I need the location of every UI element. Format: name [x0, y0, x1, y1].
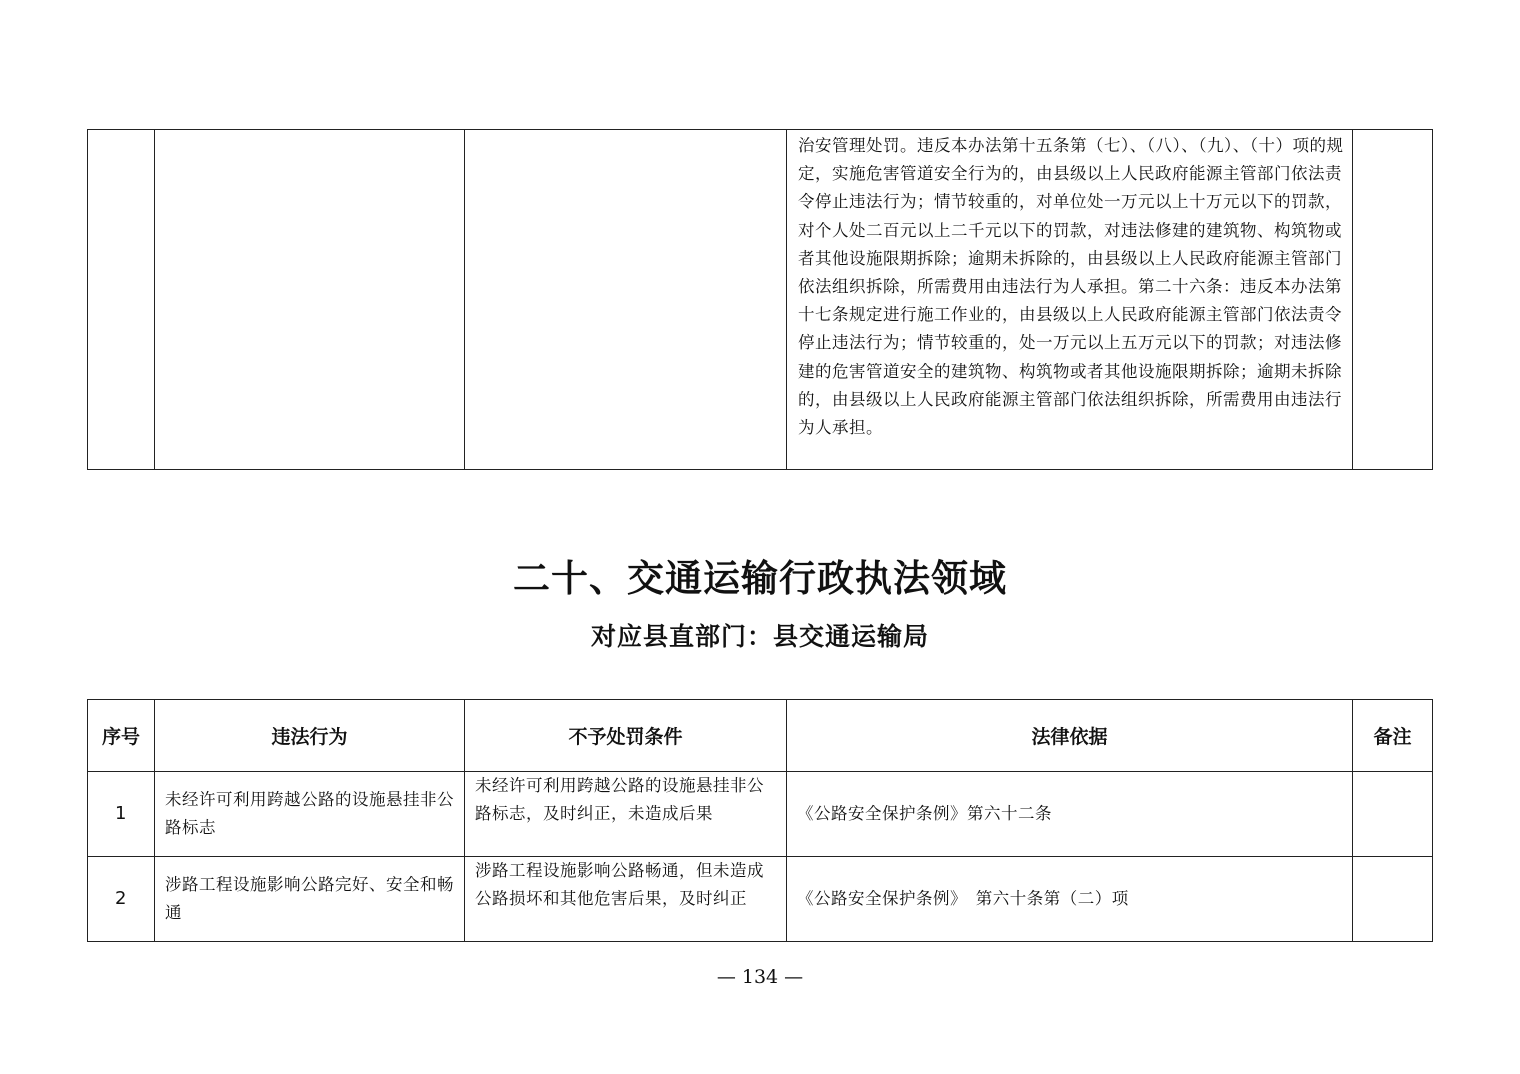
row-remark	[1353, 857, 1433, 942]
row-violation: 未经许可利用跨越公路的设施悬挂非公路标志	[155, 772, 465, 857]
row-basis: 《公路安全保护条例》 第六十条第（二）项	[787, 857, 1353, 942]
header-num: 序号	[88, 700, 155, 772]
row-condition: 涉路工程设施影响公路畅通，但未造成公路损坏和其他危害后果，及时纠正	[465, 857, 787, 942]
legal-basis-text: 治安管理处罚。违反本办法第十五条第（七）、（八）、（九）、（十）项的规定，实施危害管道安全行为的，由县级以上人民政府能源主管部门依法责令停止违法行为；情节较重的，对单位处一万元以上十万元以下的罚款，对个人处二百元以上二千元以下的罚款，对违法修建的建筑物、构筑物或者其他设施限期拆除；逾期未拆除的，由县级以上人民政府能源主管部门依法组织拆除，所需费用由违法行为人承担。第二十六条：违反本办法第十七条规定进行施工作业的，由县级以上人民政府能源主管部门依法责令停止违法行为；情节较重的，处一万元以上五万元以下的罚款；对违法修建的危害管道安全的建筑物、构筑物或者其他设施限期拆除；逾期未拆除的，由县级以上人民政府能源主管部门依法组织拆除，所需费用由违法行为人承担。	[798, 136, 1344, 438]
cell-remark	[1353, 130, 1433, 470]
table-row	[88, 857, 1433, 942]
table-row	[88, 772, 1433, 857]
cell-legal-basis	[787, 130, 1353, 470]
row-violation: 涉路工程设施影响公路完好、安全和畅通	[155, 857, 465, 942]
row-num: 1	[88, 772, 155, 857]
row-remark	[1353, 772, 1433, 857]
row-num: 2	[88, 857, 155, 942]
table-header-row	[88, 700, 1433, 772]
section-subtitle: 对应县直部门：县交通运输局	[590, 622, 929, 651]
table-row	[88, 130, 1433, 470]
cell-condition	[465, 130, 787, 470]
header-remark: 备注	[1353, 700, 1433, 772]
cell-violation	[155, 130, 465, 470]
penalty-table	[87, 699, 1433, 942]
page-number: — 134 —	[716, 966, 804, 988]
row-basis: 《公路安全保护条例》第六十二条	[787, 772, 1353, 857]
header-condition: 不予处罚条件	[465, 700, 787, 772]
continued-table	[87, 129, 1433, 470]
row-condition: 未经许可利用跨越公路的设施悬挂非公路标志，及时纠正，未造成后果	[465, 772, 787, 857]
header-violation: 违法行为	[155, 700, 465, 772]
section-title: 二十、交通运输行政执法领域	[513, 557, 1007, 600]
header-basis: 法律依据	[787, 700, 1353, 772]
cell-num	[88, 130, 155, 470]
